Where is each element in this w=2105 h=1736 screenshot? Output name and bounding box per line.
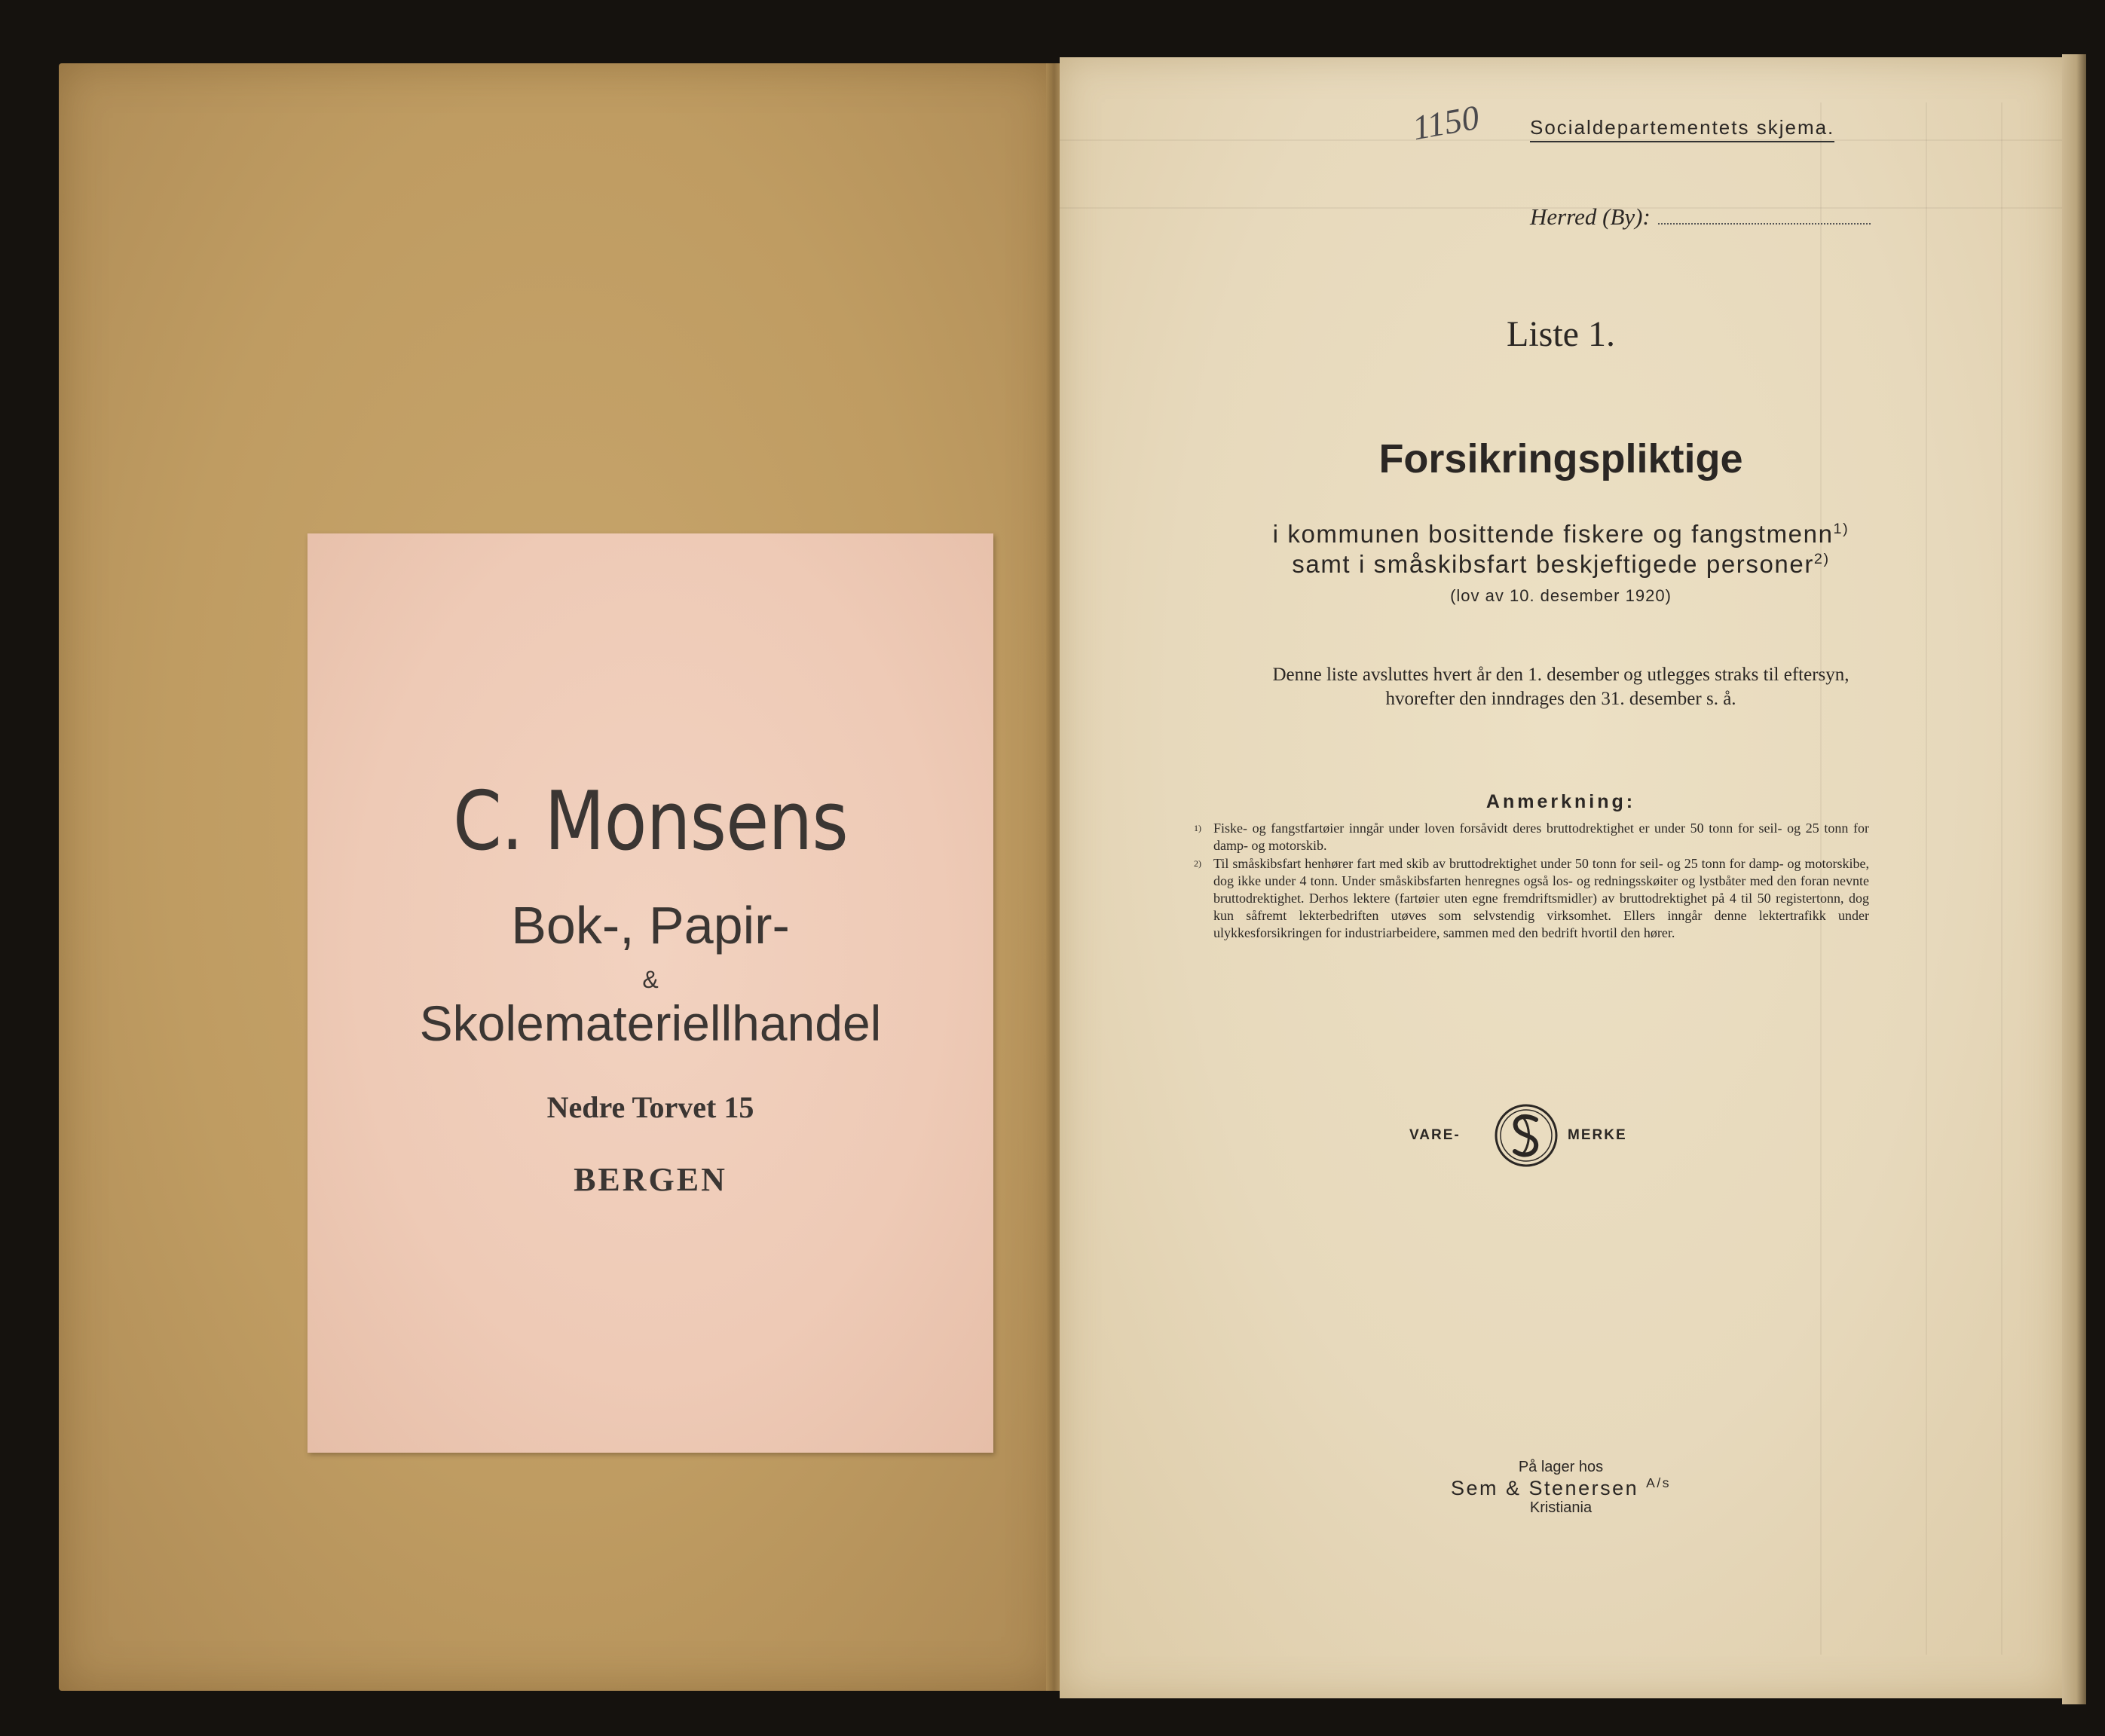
list-title: Liste 1. (1507, 314, 1615, 354)
herred-field-line (1658, 223, 1871, 225)
footnote-ref-2: 2) (1813, 551, 1830, 567)
schema-label: Socialdepartementets skjema. (1530, 116, 1834, 142)
law-reference: (lov av 10. desember 1920) (1450, 586, 1672, 605)
notice-line-2: hvorefter den inndrages den 31. desember s. å. (1385, 689, 1736, 709)
footnote-ref-1: 1) (1833, 521, 1850, 537)
subtitle-line-2: samt i småskibsfart beskjeftigede personer$^{2)}$ (1292, 550, 1830, 578)
publisher-city: Kristiania (1529, 1499, 1593, 1516)
remark-text: Fiske- og fangstfartøier inngår under loven forsåvidt deres bruttodrektighet er under 50 tonn for seil- og 25 tonn for damp- og motorskib. (1213, 821, 1869, 853)
shop-line-bok-papir: Bok-, Papir- (511, 896, 790, 955)
left-page-cover (59, 63, 1055, 1691)
publisher-suffix: A/s (1646, 1475, 1671, 1490)
shop-city: BERGEN (574, 1161, 727, 1198)
remark-number: 2) (1194, 858, 1201, 869)
remark-text: Til småskibsfart henhører fart med skib av bruttodrektighet under 50 tonn for seil- og 25 tonn for damp- og motorskibe, dog ikke under 4 tonn. Under småskibsfarten henregnes også los- og redningsskøiter og lystbåter med den foran nevnte bruttodrektighet. Derhos lektere (fartøier uten egne fremdriftsmidler) av bruttodrektighet på 4 til 50 registertonn, dog kun såfremt lekterbedriften utøves som selvstendig virksomhet. Ellers inngår denne lektertrafikk under ulykkesforsikringen for industriarbeidere, sammen med den bedrift hvortil den hører. (1213, 856, 1869, 940)
herred-field-label: Herred (By): (1530, 203, 1651, 230)
trademark-left-word: VARE- (1409, 1127, 1461, 1143)
remarks-list (1194, 820, 1869, 943)
trademark-logo-icon (1492, 1102, 1560, 1169)
remarks-heading: Anmerkning: (1485, 791, 1636, 812)
notice-line-1: Denne liste avsluttes hvert år den 1. desember og utlegges straks til eftersyn, (1272, 665, 1850, 685)
trademark-right-word: MERKE (1568, 1127, 1627, 1143)
shop-address: Nedre Torvet 15 (546, 1090, 754, 1124)
shop-name: C. Monsens (453, 775, 848, 869)
monsens-shop-label (307, 533, 993, 1453)
subtitle-line-1: i kommunen bosittende fiskere og fangstmenn$^{1)}$ (1272, 520, 1850, 548)
remark-item (1194, 820, 1869, 854)
main-heading: Forsikringspliktige (1378, 436, 1743, 481)
right-page-edge (2062, 54, 2086, 1704)
publisher-name: Sem & Stenersen $^{A/s}$ (1451, 1475, 1671, 1499)
trademark (1409, 1099, 1643, 1174)
remark-item (1194, 855, 1869, 942)
handwritten-number: 1150 (1409, 97, 1482, 148)
remark-number: 1) (1194, 823, 1201, 833)
publisher-line: På lager hos (1518, 1459, 1604, 1475)
shop-line-skolemateriell: Skolemateriellhandel (419, 995, 882, 1051)
shop-ampersand: & (642, 966, 659, 993)
